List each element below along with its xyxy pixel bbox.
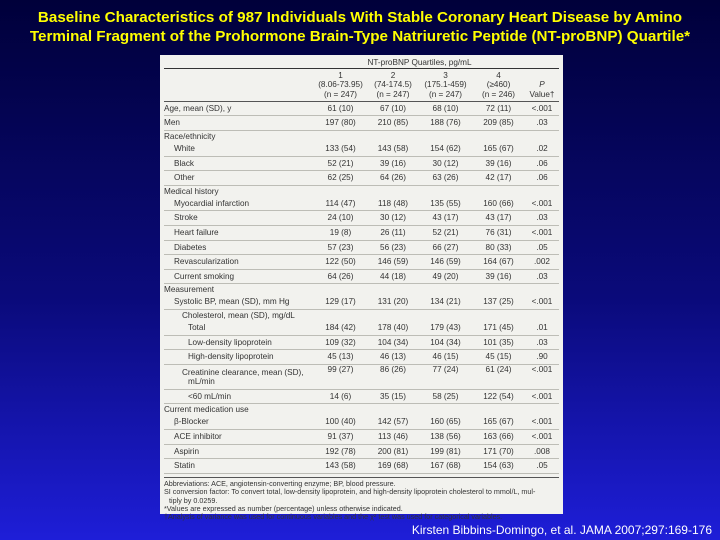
section-header-row: Medical history [164, 186, 219, 196]
table-row: White 133 (54) 143 (58) 154 (62) 165 (67) .02 [164, 142, 559, 156]
table-row: Other 62 (25) 64 (26) 63 (26) 42 (17) .06 [164, 171, 559, 186]
table-row: Revascularization 122 (50) 146 (59) 146 (59) 164 (67) .002 [164, 255, 559, 270]
quartile-header: NT-proBNP Quartiles, pg/mL [314, 58, 525, 69]
column-header-q3: 3 (175.1-459) (n = 247) [419, 69, 472, 102]
table-row: Men 197 (80) 210 (85) 188 (76) 209 (85) .03 [164, 116, 559, 131]
footnote-values: *Values are expressed as number (percentage) unless otherwise indicated. [164, 503, 403, 513]
table-row: High-density lipoprotein 45 (13) 46 (13) 46 (15) 45 (15) .90 [164, 350, 559, 365]
slide-title-line-1: Baseline Characteristics of 987 Individuals With Stable Coronary Heart Disease by Amino [37, 9, 683, 26]
slide-title-line-2: Terminal Fragment of the Prohormone Brain-Type Natriuretic Peptide (NT-proBNP) Quartile* [29, 28, 691, 45]
citation: Kirsten Bibbins-Domingo, et al. JAMA 2007;297:169-176 [411, 523, 712, 537]
column-header-q1: 1 (8.06-73.95) (n = 247) [314, 69, 367, 102]
section-header-row: Current medication use [164, 405, 249, 415]
column-header-q4: 4 (≥460) (n = 246) [472, 69, 525, 102]
table-row: Age, mean (SD), y 61 (10) 67 (10) 68 (10) 72 (11) <.001 [164, 101, 559, 116]
slide-title [0, 8, 720, 46]
table-row: β-Blocker 100 (40) 142 (57) 160 (65) 165 (67) <.001 [164, 415, 559, 429]
table-row: Statin 143 (58) 169 (68) 167 (68) 154 (63) .05 [164, 459, 559, 474]
table-row: Diabetes 57 (23) 56 (23) 66 (27) 80 (33) .05 [164, 240, 559, 255]
table-row: Low-density lipoprotein 109 (32) 104 (34) 104 (34) 101 (35) .03 [164, 335, 559, 350]
table-row: Creatinine clearance, mean (SD), mL/min 99 (27) 86 (26) 77 (24) 61 (24) <.001 [164, 364, 559, 389]
table-row: Heart failure 19 (8) 26 (11) 52 (21) 76 (31) <.001 [164, 225, 559, 240]
column-header-q2: 2 (74-174.5) (n = 247) [367, 69, 419, 102]
table-footnotes [164, 477, 559, 522]
section-header-row: Measurement [164, 285, 215, 295]
footnote-analysis: †Analysis of variance was used for continuous variables and the χ² test was used for categorical variables. [164, 512, 503, 522]
section-header-row: Cholesterol, mean (SD), mg/dL [182, 310, 295, 320]
column-header-p-value: P Value† [525, 69, 559, 102]
footnote-abbreviations: Abbreviations: ACE, angiotensin-converting enzyme; BP, blood pressure. [164, 478, 396, 488]
table-row: Myocardial infarction 114 (47) 118 (48) 135 (55) 160 (66) <.001 [164, 197, 559, 211]
table-row: Aspirin 192 (78) 200 (81) 199 (81) 171 (70) .008 [164, 444, 559, 459]
footnote-si-conversion: SI conversion factor: To convert total, low-density lipoprotein, and high-density lipoprotein cholesterol to mmol/L, mul- [164, 487, 536, 497]
baseline-characteristics-table [164, 58, 559, 474]
table-row: <60 mL/min 14 (6) 35 (15) 58 (25) 122 (54) <.001 [164, 389, 559, 404]
table-row: Current smoking 64 (26) 44 (18) 49 (20) 39 (16) .03 [164, 269, 559, 284]
footnote-si-conversion-cont: tiply by 0.0259. [169, 495, 218, 505]
table-row: Stroke 24 (10) 30 (12) 43 (17) 43 (17) .03 [164, 211, 559, 226]
table-row: Black 52 (21) 39 (16) 30 (12) 39 (16) .06 [164, 156, 559, 171]
table-row: Total 184 (42) 178 (40) 179 (43) 171 (45) .01 [164, 321, 559, 335]
table-row: ACE inhibitor 91 (37) 113 (46) 138 (56) 163 (66) <.001 [164, 429, 559, 444]
table-row: Systolic BP, mean (SD), mm Hg 129 (17) 131 (20) 134 (21) 137 (25) <.001 [164, 295, 559, 309]
baseline-table-panel [160, 55, 563, 522]
section-header-row: Race/ethnicity [164, 132, 216, 141]
